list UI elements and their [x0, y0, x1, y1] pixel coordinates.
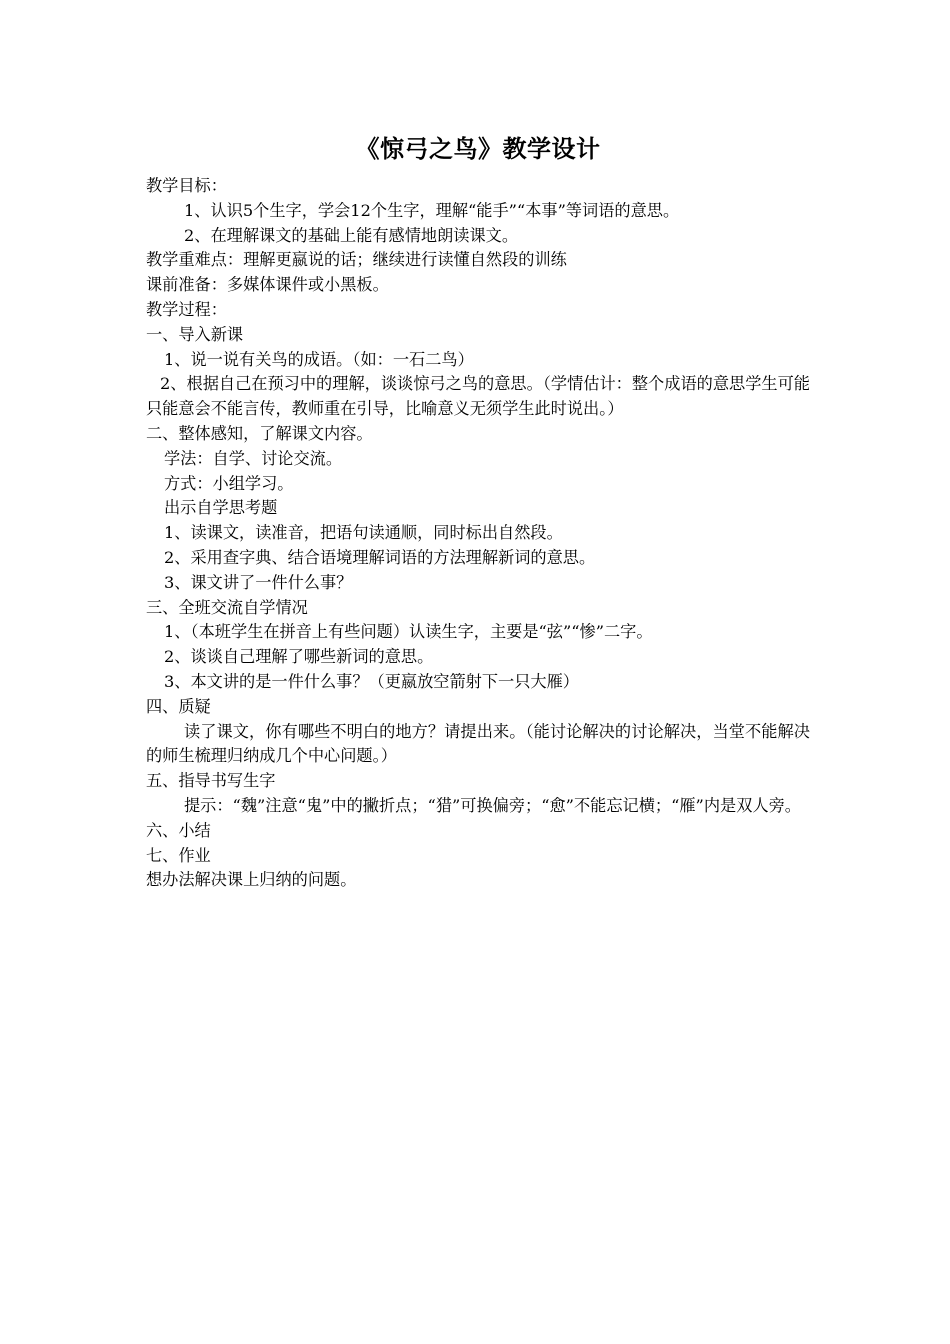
key-points-line: 教学重难点：理解更嬴说的话；继续进行读懂自然段的训练	[146, 250, 567, 270]
document-page	[146, 130, 810, 893]
list-item: 2、采用查字典、结合语境理解词语的方法理解新词的意思。	[164, 547, 596, 567]
process-heading: 教学过程：	[146, 299, 227, 319]
objective-item: 1、认识5个生字，学会12个生字，理解“能手”“本事”等词语的意思。	[184, 200, 680, 220]
list-item: 1、读课文，读准音，把语句读通顺，同时标出自然段。	[164, 523, 563, 543]
list-item: 1、说一说有关鸟的成语。（如：一石二鸟）	[164, 349, 474, 369]
text-line: 出示自学思考题	[164, 498, 278, 518]
text-line: 学法：自学、讨论交流。	[164, 448, 343, 468]
list-item: 3、课文讲了一件什么事？	[164, 572, 353, 592]
text-paragraph: 读了课文，你有哪些不明白的地方？请提出来。（能讨论解决的讨论解决，当堂不能解决的师生梳理归纳成几个中心问题。）	[146, 721, 810, 766]
section-heading: 四、质疑	[146, 696, 211, 716]
section-heading: 一、导入新课	[146, 324, 244, 344]
preparation-line: 课前准备：多媒体课件或小黑板。	[146, 275, 389, 295]
text-line: 方式：小组学习。	[164, 473, 294, 493]
objective-item: 2、在理解课文的基础上能有感情地朗读课文。	[184, 225, 519, 245]
list-item: 1、（本班学生在拼音上有些问题）认读生字，主要是“弦”“惨”二字。	[164, 622, 653, 642]
text-paragraph: 提示：“魏”注意“鬼”中的撇折点；“猎”可换偏旁；“愈”不能忘记横；“雁”内是双人旁。	[184, 795, 801, 815]
section-heading: 六、小结	[146, 820, 211, 840]
section-heading: 三、全班交流自学情况	[146, 597, 308, 617]
text-line: 想办法解决课上归纳的问题。	[146, 870, 357, 890]
list-item: 3、本文讲的是一件什么事？（更嬴放空箭射下一只大雁）	[164, 671, 579, 691]
section-heading: 七、作业	[146, 845, 211, 865]
objectives-heading: 教学目标：	[146, 176, 227, 195]
list-item: 2、谈谈自己理解了哪些新词的意思。	[164, 647, 434, 667]
document-title: 《惊弓之鸟》教学设计	[355, 135, 601, 163]
list-item: 2、根据自己在预习中的理解，谈谈惊弓之鸟的意思。（学情估计：整个成语的意思学生可能只能意会不能言传，教师重在引导，比喻意义无须学生此时说出。）	[146, 374, 810, 419]
section-heading: 二、整体感知，了解课文内容。	[146, 423, 373, 443]
section-heading: 五、指导书写生字	[146, 771, 276, 791]
